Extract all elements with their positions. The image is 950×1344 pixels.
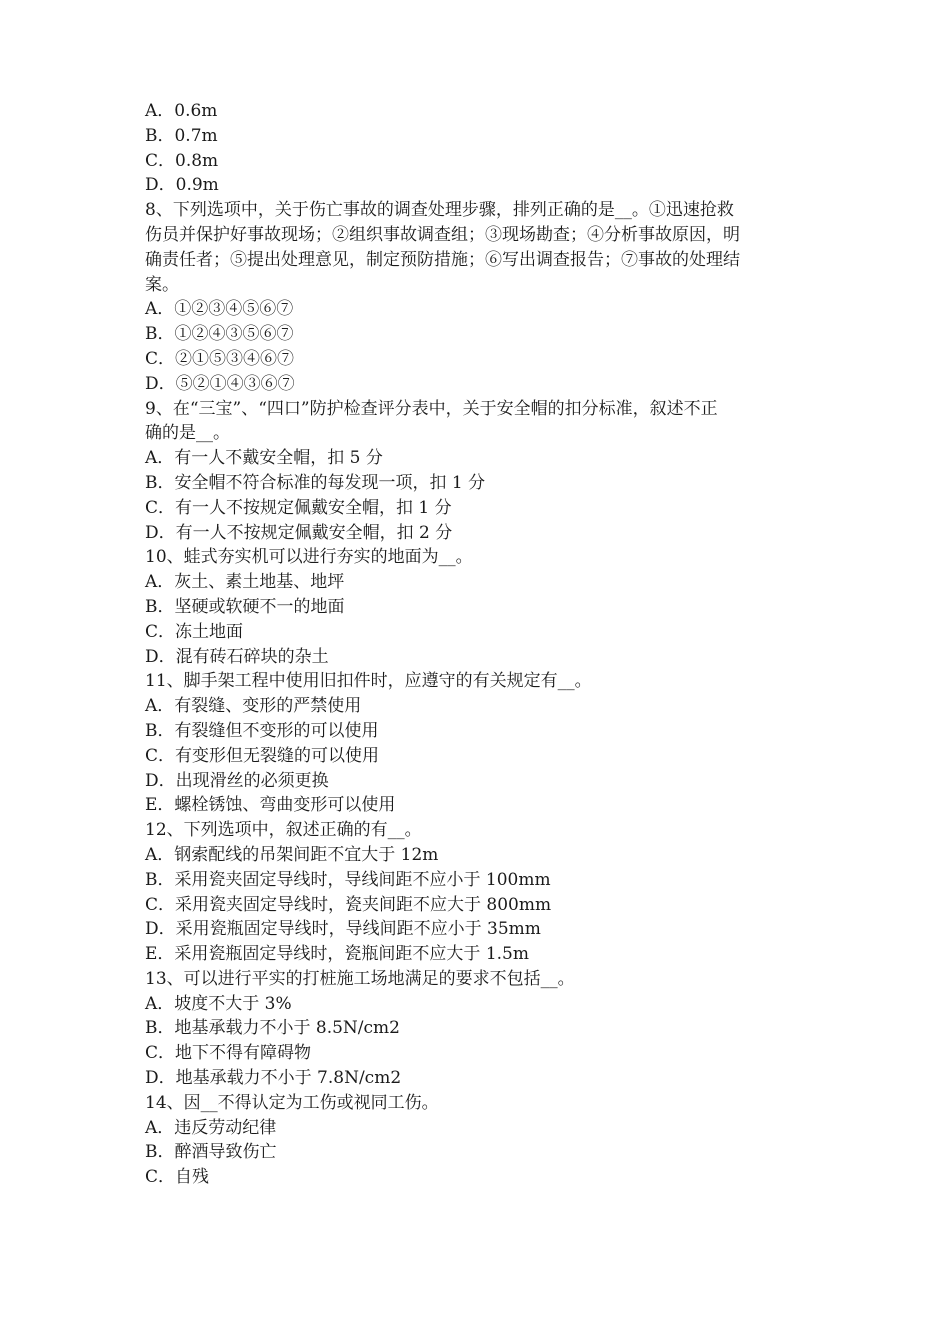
text-line: A．0.6m	[145, 101, 218, 121]
text-line: E．螺栓锈蚀、弯曲变形可以使用	[145, 795, 396, 816]
text-line: C．地下不得有障碍物	[145, 1043, 312, 1064]
text-line: C．0.8m	[145, 150, 219, 171]
document-body	[145, 99, 825, 1190]
text-line: 8、下列选项中，关于伤亡事故的调查处理步骤，排列正确的是__。①迅速抢救	[145, 200, 734, 221]
text-line: D．出现滑丝的必须更换	[145, 770, 329, 791]
text-line: A．有一人不戴安全帽，扣 5 分	[145, 448, 383, 469]
text-line: D．⑤②①④③⑥⑦	[145, 373, 295, 394]
text-line: B．醉酒导致伤亡	[145, 1142, 277, 1163]
text-line: D．0.9m	[145, 175, 219, 196]
text-line: 伤员并保护好事故现场；②组织事故调查组；③现场勘查；④分析事故原因，明	[145, 224, 740, 245]
text-line: D．混有砖石碎块的杂土	[145, 646, 329, 667]
text-line: 12、下列选项中，叙述正确的有__。	[145, 820, 422, 841]
text-line: C．自残	[145, 1167, 210, 1188]
text-line: 9、在“三宝”、“四口”防护检查评分表中，关于安全帽的扣分标准，叙述不正	[145, 398, 718, 419]
text-line: B．地基承载力不小于 8.5N/cm2	[145, 1018, 400, 1039]
text-line: 14、因__不得认定为工伤或视同工伤。	[145, 1092, 439, 1113]
text-line: A．违反劳动纪律	[145, 1117, 277, 1138]
text-line: B．安全帽不符合标准的每发现一项，扣 1 分	[145, 472, 486, 493]
text-line: 10、蛙式夯实机可以进行夯实的地面为__。	[145, 547, 473, 568]
text-line: A．①②③④⑤⑥⑦	[145, 299, 294, 320]
text-line: 确的是__。	[145, 423, 230, 444]
text-line: 13、可以进行平实的打桩施工场地满足的要求不包括__。	[145, 968, 575, 989]
text-line: B．采用瓷夹固定导线时，导线间距不应小于 100mm	[145, 869, 551, 890]
text-line: A．有裂缝、变形的严禁使用	[145, 696, 362, 717]
text-line: D．有一人不按规定佩戴安全帽，扣 2 分	[145, 522, 453, 543]
text-line: C．有变形但无裂缝的可以使用	[145, 745, 380, 766]
text-line: B．坚硬或软硬不一的地面	[145, 596, 345, 617]
text-line: B．有裂缝但不变形的可以使用	[145, 720, 379, 741]
text-line: 11、脚手架工程中使用旧扣件时，应遵守的有关规定有__。	[145, 671, 592, 692]
text-line: E．采用瓷瓶固定导线时，瓷瓶间距不应大于 1.5m	[145, 944, 529, 965]
text-line: C．②①⑤③④⑥⑦	[145, 348, 295, 369]
text-line: 案。	[145, 274, 179, 295]
text-line: B．0.7m	[145, 125, 218, 146]
text-line: C．采用瓷夹固定导线时，瓷夹间距不应大于 800mm	[145, 894, 552, 915]
text-line: A．钢索配线的吊架间距不宜大于 12m	[145, 844, 439, 865]
text-line: A．灰土、素土地基、地坪	[145, 572, 345, 593]
text-line: C．有一人不按规定佩戴安全帽，扣 1 分	[145, 497, 452, 518]
text-line: B．①②④③⑤⑥⑦	[145, 324, 294, 345]
text-line: A．坡度不大于 3%	[145, 993, 292, 1014]
text-line: D．采用瓷瓶固定导线时，导线间距不应小于 35mm	[145, 919, 541, 940]
text-line: 确责任者；⑤提出处理意见，制定预防措施；⑥写出调查报告；⑦事故的处理结	[145, 249, 740, 270]
text-line: C．冻土地面	[145, 621, 244, 642]
text-line: D．地基承载力不小于 7.8N/cm2	[145, 1068, 402, 1089]
